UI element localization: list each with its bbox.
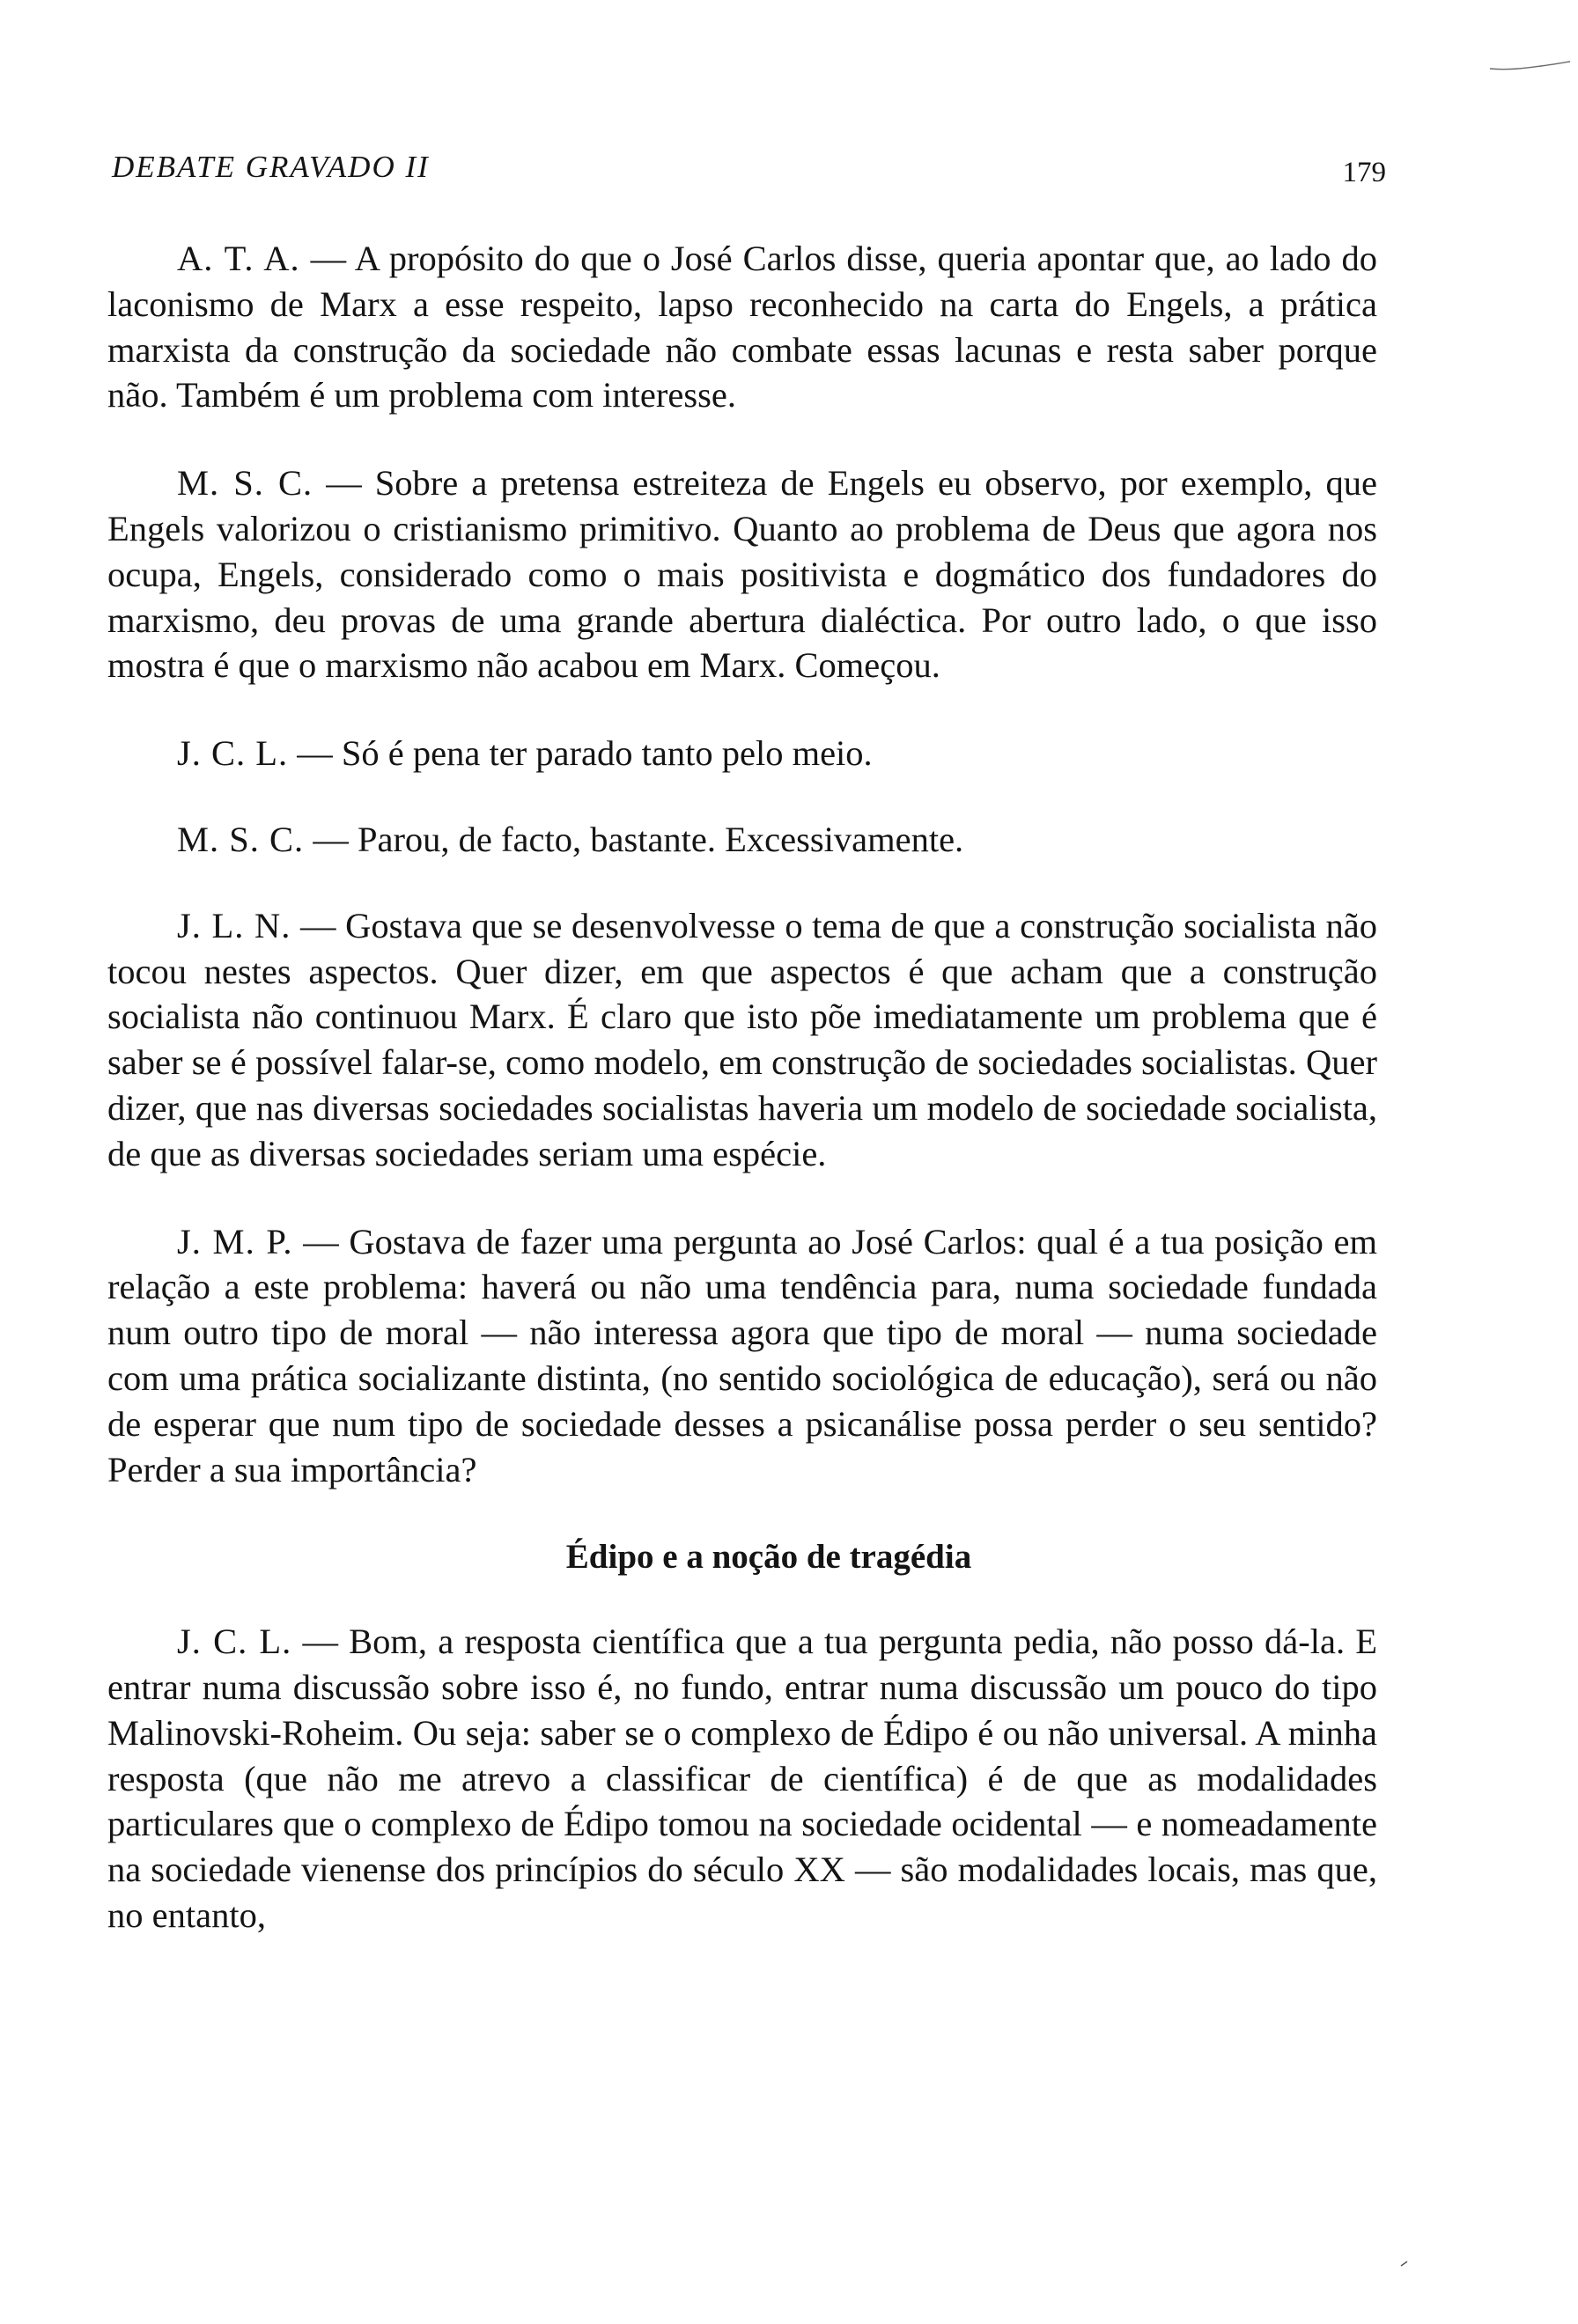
paragraph-text: — Bom, a resposta científica que a tua pergunta pedia, não posso dá-la. E entrar numa discussão sobre isso é, no fundo, entrar numa discussão um pouco do tipo Malinovski-Roheim. Ou seja: saber se o complexo de Édipo é ou não universal. A minha resposta (que não me atrevo a classificar de científica) é de que as modalidades particulares que o complexo de Édipo tomou na sociedade ocidental — e nomeadamente na sociedade vienense dos princípios do século XX — são modalidades locais, mas que, no entanto, xyxy=(107,1622,1377,1935)
dialogue-paragraph xyxy=(107,817,1377,863)
paragraph-text: — Parou, de facto, bastante. Excessivamente. xyxy=(304,819,964,859)
dialogue-paragraph xyxy=(107,1619,1377,1938)
section-heading: Édipo e a noção de tragédia xyxy=(565,1538,972,1577)
running-head: DEBATE GRAVADO II xyxy=(112,150,430,184)
page-header xyxy=(112,150,1386,194)
paragraph-text: — Sobre a pretensa estreiteza de Engels eu observo, por exemplo, que Engels valorizou o cristianismo primitivo. Quanto ao problema de Deus que agora nos ocupa, Engels, considerado como o mais positivista e dogmático dos fundadores do marxismo, deu provas de uma grande abertura dialéctica. Por outro lado, o que isso mostra é que o marxismo não acabou em Marx. Começou. xyxy=(107,463,1377,686)
paragraph-text: — A propósito do que o José Carlos disse, queria apontar que, ao lado do laconismo de Marx a esse respeito, lapso reconhecido na carta do Engels, a prática marxista da construção da sociedade não combate essas lacunas e resta saber porque não. Também é um problema com interesse. xyxy=(107,239,1377,416)
speaker-initials: J. M. P. xyxy=(177,1221,293,1261)
ink-mark xyxy=(1400,2259,1409,2268)
page-body xyxy=(107,236,1377,1981)
dialogue-paragraph xyxy=(107,1219,1377,1493)
paragraph-text: — Gostava de fazer uma pergunta ao José Carlos: qual é a tua posição em relação a este problema: haverá ou não uma tendência para, numa sociedade fundada num outro tipo de moral — não interessa agora que tipo de moral — numa sociedade com uma prática socializante distinta, (no sentido sociológica de educação), será ou não de esperar que num tipo de sociedade desses a psicanálise possa perder o seu sentido? Perder a sua importância? xyxy=(107,1221,1378,1489)
speaker-initials: A. T. A. xyxy=(177,239,300,278)
dialogue-paragraph xyxy=(107,731,1377,776)
speaker-initials: J. L. N. xyxy=(177,905,291,945)
dialogue-paragraph xyxy=(107,236,1377,418)
speaker-initials: M. S. C. xyxy=(177,463,313,504)
speaker-initials: M. S. C. xyxy=(177,819,305,859)
speaker-initials: J. C. L. xyxy=(177,1622,292,1662)
dialogue-paragraph xyxy=(107,903,1377,1177)
page-number: 179 xyxy=(1342,157,1386,188)
speaker-initials: J. C. L. xyxy=(177,733,289,774)
dialogue-paragraph xyxy=(107,460,1377,688)
paragraph-text: — Gostava que se desenvolvesse o tema de que a construção socialista não tocou nestes aspectos. Quer dizer, em que aspectos é que acham que a construção socialista não continuou Marx. É claro que isto põe imediatamente um problema que é saber se é possível falar-se, como modelo, em construção de sociedades socialistas. Quer dizer, que nas diversas sociedades socialistas haveria um modelo de sociedade socialista, de que as diversas sociedades seriam uma espécie. xyxy=(107,905,1378,1173)
paragraph-text: — Só é pena ter parado tanto pelo meio. xyxy=(288,733,873,774)
ink-mark xyxy=(1488,60,1572,72)
